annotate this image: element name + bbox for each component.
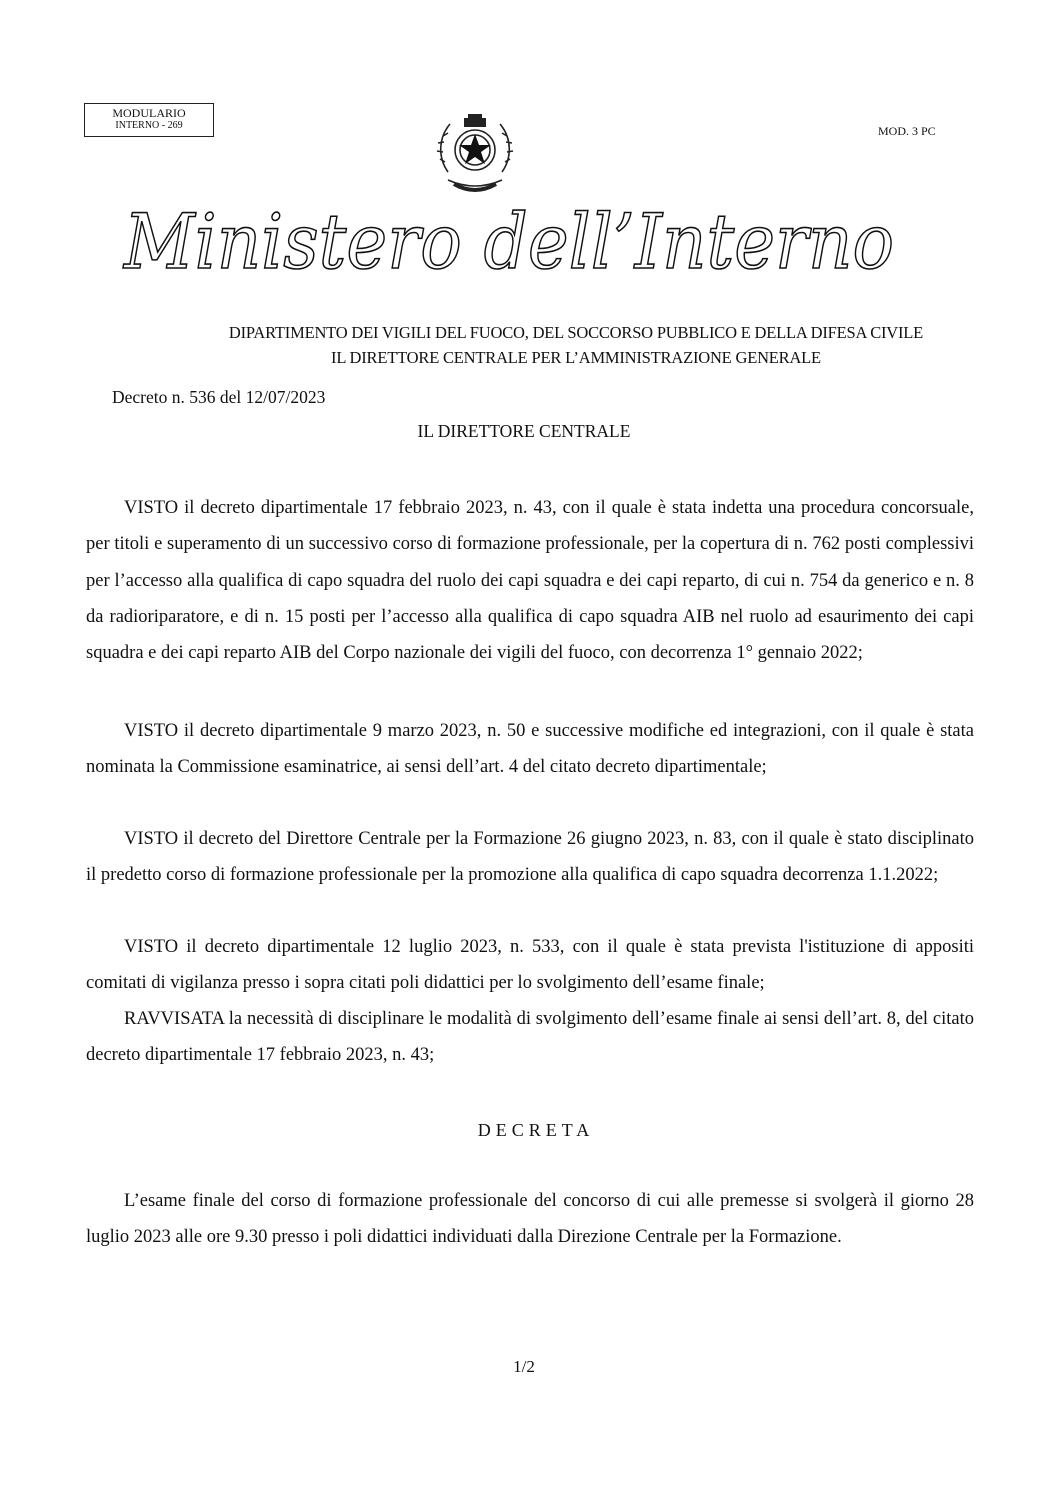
director-heading: IL DIRETTORE CENTRALE	[417, 421, 631, 441]
modulario-line2: INTERNO - 269	[115, 120, 183, 131]
italian-republic-emblem-icon	[428, 110, 522, 200]
modulario-box	[84, 103, 214, 137]
ministry-title	[118, 190, 908, 285]
modulario-line1: MODULARIO	[112, 106, 186, 120]
department-line2: IL DIRETTORE CENTRALE PER L’AMMINISTRAZIONE GENERALE	[331, 348, 821, 367]
department-line1: DIPARTIMENTO DEI VIGILI DEL FUOCO, DEL SOCCORSO PUBBLICO E DELLA DIFESA CIVILE	[228, 323, 924, 342]
page-number: 1/2	[513, 1357, 535, 1376]
premise-paragraph: RAVVISATA la necessità di disciplinare le modalità di svolgimento dell’esame finale ai sensi dell’art. 8, del citato decreto dipartimentale 17 febbraio 2023, n. 43;	[86, 1009, 974, 1066]
decreta-heading: DECRETA	[477, 1120, 595, 1140]
mod-code: MOD. 3 PC	[878, 124, 936, 138]
premise-paragraph: VISTO il decreto dipartimentale 12 luglio 2023, n. 533, con il quale è stata prevista l'istituzione di appositi comitati di vigilanza presso i sopra citati poli didattici per lo svolgimento dell’esame finale;	[86, 937, 974, 994]
premise-paragraph: VISTO il decreto dipartimentale 17 febbraio 2023, n. 43, con il quale è stata indetta una procedura concorsuale, per titoli e superamento di un successivo corso di formazione professionale, per la copertura di n. 762 posti complessivi per l’accesso alla qualifica di capo squadra del ruolo dei capi squadra e dei capi reparto, di cui n. 754 da generico e n. 8 da radioriparatore, e di n. 15 posti per l’accesso alla qualifica di capo squadra AIB nel ruolo ad esaurimento dei capi squadra e dei capi reparto AIB del Corpo nazionale dei vigili del fuoco, con decorrenza 1° gennaio 2022;	[86, 498, 974, 664]
decision-paragraph: L’esame finale del corso di formazione professionale del concorso di cui alle premesse si svolgerà il giorno 28 luglio 2023 alle ore 9.30 presso i poli didattici individuati dalla Direzione Centrale per la Formazione.	[86, 1191, 974, 1248]
decree-number: Decreto n. 536 del 12/07/2023	[112, 387, 326, 407]
premise-paragraph: VISTO il decreto del Direttore Centrale per la Formazione 26 giugno 2023, n. 83, con il quale è stato disciplinato il predetto corso di formazione professionale per la promozione alla qualifica di capo squadra decorrenza 1.1.2022;	[86, 829, 974, 886]
ministry-title-text: Ministero dell’Interno	[122, 197, 895, 285]
premise-paragraph: VISTO il decreto dipartimentale 9 marzo 2023, n. 50 e successive modifiche ed integrazioni, con il quale è stata nominata la Commissione esaminatrice, ai sensi dell’art. 4 del citato decreto dipartimentale;	[86, 721, 974, 778]
